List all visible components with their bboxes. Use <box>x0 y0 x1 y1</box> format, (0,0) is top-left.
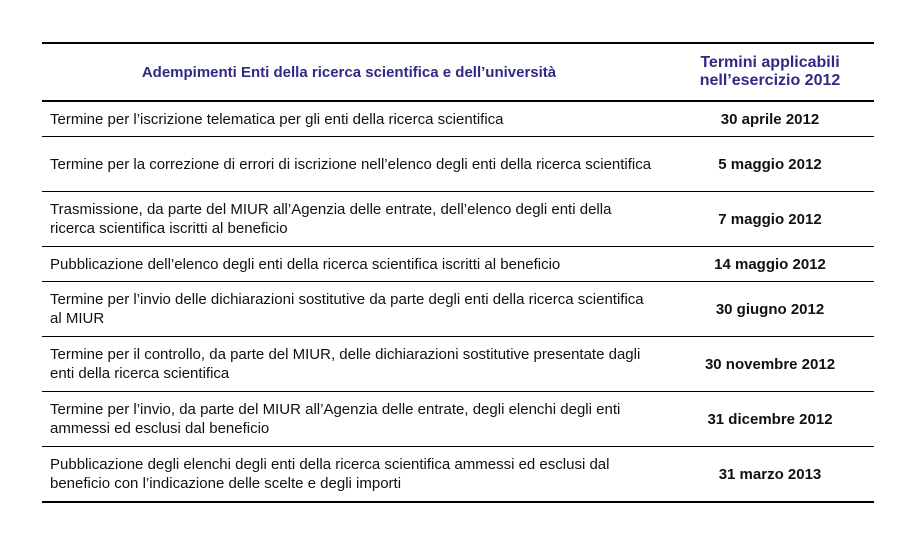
deadlines-table <box>42 42 874 503</box>
row-date: 30 giugno 2012 <box>715 300 825 318</box>
table-row <box>42 101 874 137</box>
row-date: 7 maggio 2012 <box>718 210 822 228</box>
table-header-row <box>42 43 874 101</box>
row-description: Termine per la correzione di errori di iscrizione nell’elenco degli enti della ricerca scientifica <box>50 155 652 173</box>
header-deadline <box>666 43 874 101</box>
row-date: 31 marzo 2013 <box>718 465 822 483</box>
table-row <box>42 337 874 392</box>
table-row <box>42 392 874 447</box>
header-activity: Adempimenti Enti della ricerca scientifica e dell’università <box>141 63 557 81</box>
row-description: Pubblicazione degli elenchi degli enti della ricerca scientifica ammessi ed esclusi dal beneficio con l’indicazione delle scelte e degli importi <box>50 456 610 492</box>
table-row <box>42 447 874 503</box>
row-description: Termine per l’iscrizione telematica per gli enti della ricerca scientifica <box>50 110 504 128</box>
table-row <box>42 247 874 282</box>
row-description: Trasmissione, da parte del MIUR all’Agenzia delle entrate, dell’elenco degli enti della ricerca scientifica iscritti al beneficio <box>50 201 612 237</box>
row-description: Termine per l’invio delle dichiarazioni sostitutive da parte degli enti della ricerca scientifica al MIUR <box>50 291 644 327</box>
table-row <box>42 192 874 247</box>
header-deadline-line2: nell’esercizio 2012 <box>699 72 841 89</box>
row-date: 30 novembre 2012 <box>704 355 836 373</box>
row-description: Termine per il controllo, da parte del MIUR, delle dichiarazioni sostitutive presentate dagli enti della ricerca scientifica <box>50 346 641 382</box>
row-description: Termine per l’invio, da parte del MIUR all’Agenzia delle entrate, degli elenchi degli enti ammessi ed esclusi dal beneficio <box>50 401 621 437</box>
row-date: 5 maggio 2012 <box>718 155 822 173</box>
row-date: 30 aprile 2012 <box>720 110 820 128</box>
table-row <box>42 137 874 192</box>
row-description: Pubblicazione dell’elenco degli enti della ricerca scientifica iscritti al beneficio <box>50 255 561 273</box>
deadlines-table-container <box>42 42 874 503</box>
header-deadline-line1: Termini applicabili <box>700 54 840 71</box>
row-date: 31 dicembre 2012 <box>707 410 833 428</box>
row-date: 14 maggio 2012 <box>714 255 826 273</box>
table-row <box>42 282 874 337</box>
